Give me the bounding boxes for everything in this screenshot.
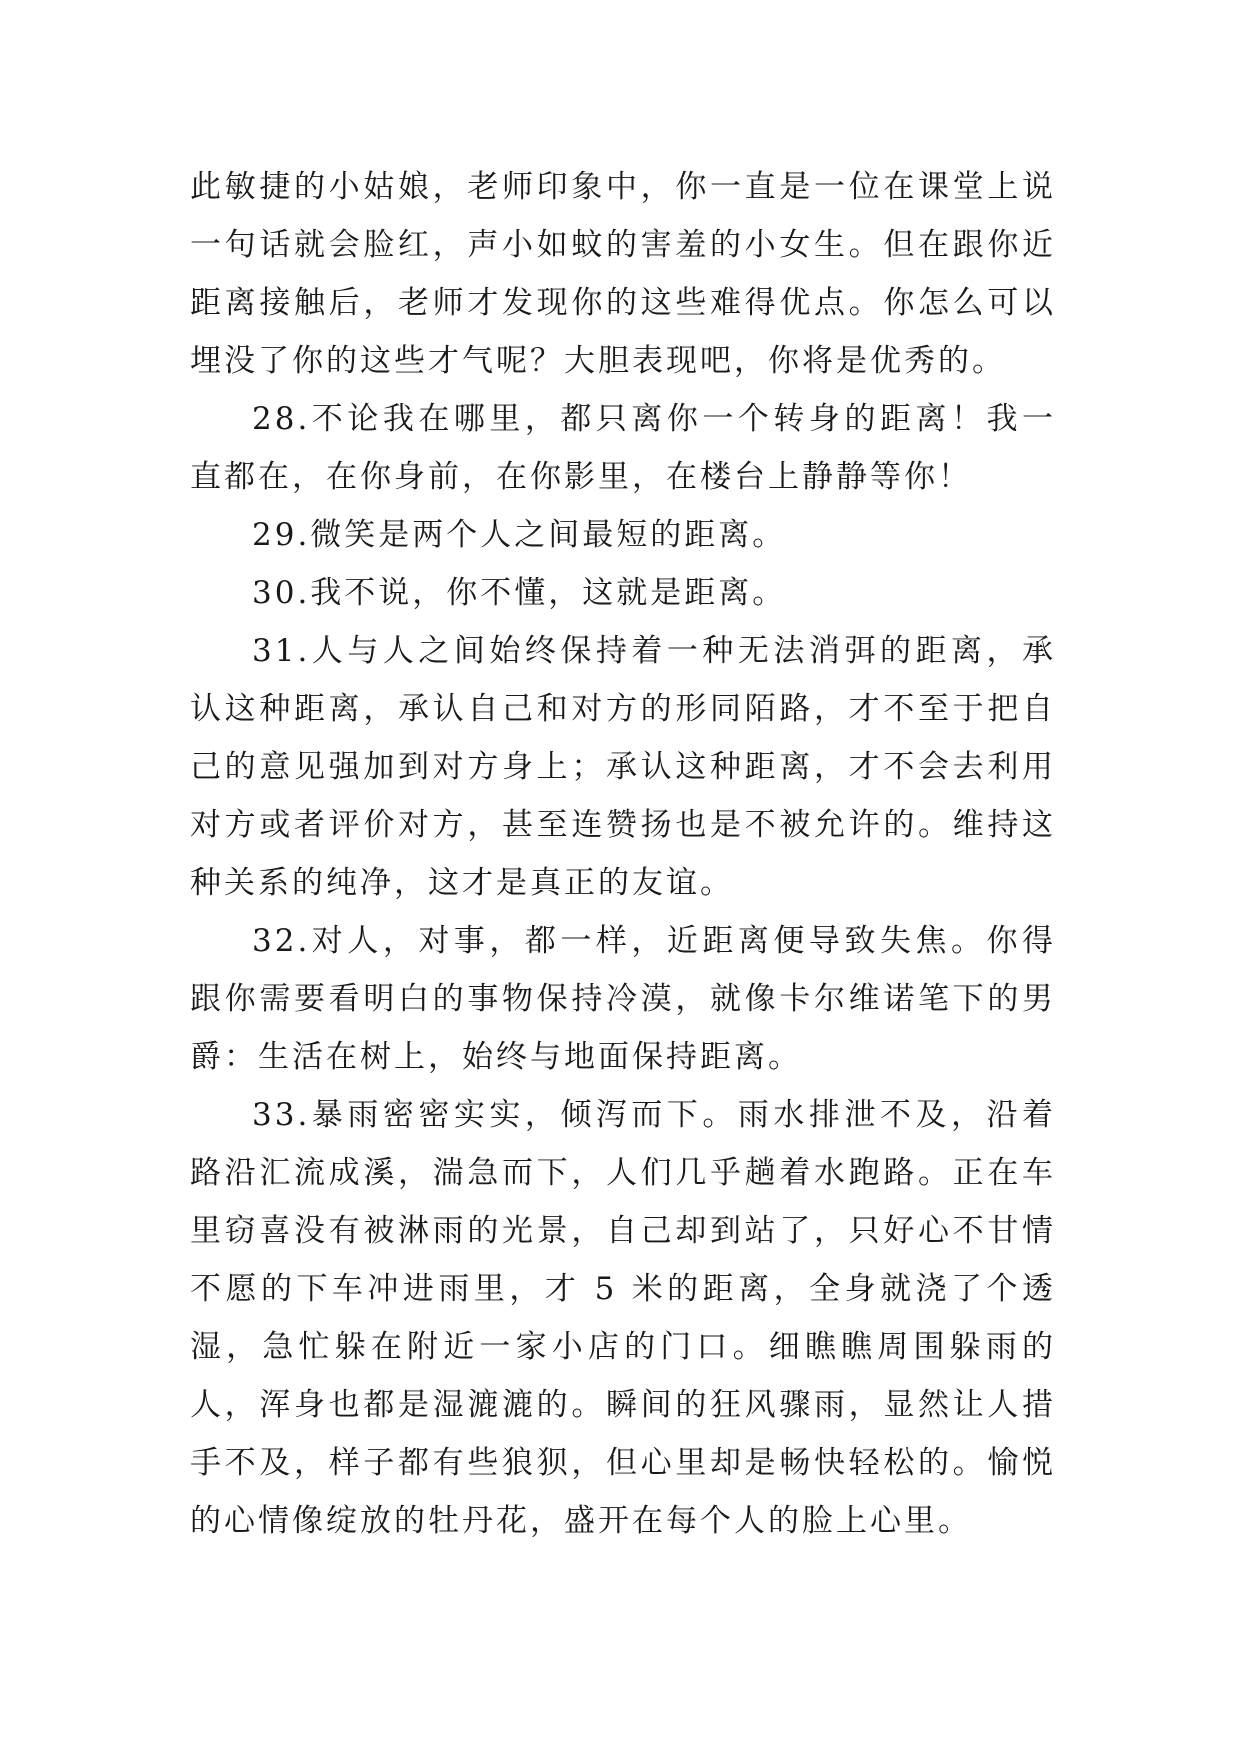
document-page xyxy=(190,158,1056,1550)
paragraph-29: 29.微笑是两个人之间最短的距离。 xyxy=(252,517,787,553)
paragraph-continued: 此敏捷的小姑娘，老师印象中，你一直是一位在课堂上说一句话就会脸红，声小如蚊的害羞的小女生。但在跟你近距离接触后，老师才发现你的这些难得优点。你怎么可以埋没了你的这些才气呢？大胆表现吧，你将是优秀的。 xyxy=(190,169,1056,379)
paragraph-31: 31.人与人之间始终保持着一种无法消弭的距离，承认这种距离，承认自己和对方的形同陌路，才不至于把自己的意见强加到对方身上；承认这种距离，才不会去利用对方或者评价对方，甚至连赞扬也是不被允许的。维持这种关系的纯净，这才是真正的友谊。 xyxy=(190,633,1056,901)
paragraph-30: 30.我不说，你不懂，这就是距离。 xyxy=(252,575,787,611)
paragraph-28: 28.不论我在哪里，都只离你一个转身的距离！我一直都在，在你身前，在你影里，在楼台上静静等你！ xyxy=(190,401,1056,495)
paragraph-32: 32.对人，对事，都一样，近距离便导致失焦。你得跟你需要看明白的事物保持冷漠，就像卡尔维诺笔下的男爵：生活在树上，始终与地面保持距离。 xyxy=(190,923,1056,1075)
paragraph-33: 33.暴雨密密实实，倾泻而下。雨水排泄不及，沿着路沿汇流成溪，湍急而下，人们几乎趟着水跑路。正在车里窃喜没有被淋雨的光景，自己却到站了，只好心不甘情不愿的下车冲进雨里，才 5 米的距离，全身就浇了个透湿，急忙躲在附近一家小店的门口。细瞧瞧周围躲雨的人，浑身也都是湿漉漉的。瞬间的狂风骤雨，显然让人措手不及，样子都有些狼狈，但心里却是畅快轻松的。愉悦的心情像绽放的牡丹花，盛开在每个人的脸上心里。 xyxy=(190,1097,1056,1539)
